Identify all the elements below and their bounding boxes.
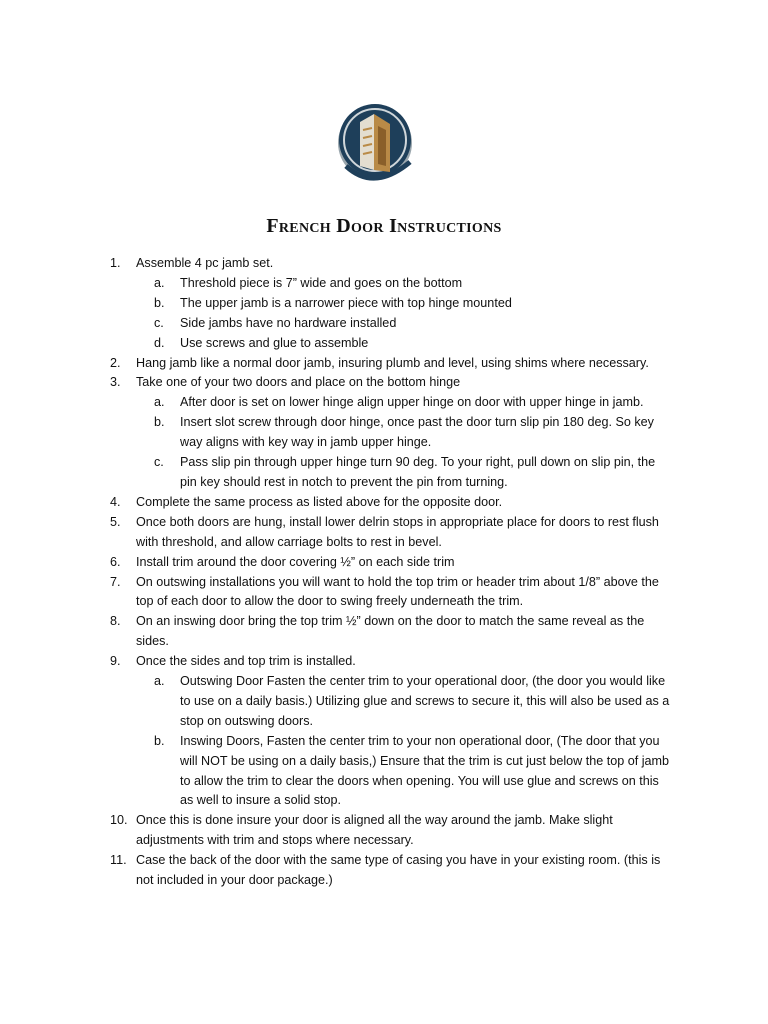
substep-letter: c. [154,315,164,330]
step-item [110,354,670,374]
step-number: 5. [110,514,121,529]
step-number: 9. [110,654,121,669]
substep-text: Pass slip pin through upper hinge turn 90 deg. To your right, pull down on slip pin, the pin key should rest in notch to prevent the pin from turning. [180,455,656,489]
step-number: 11. [110,853,127,868]
step-text: Once this is done insure your door is aligned all the way around the jamb. Make slight adjustments with trim and stops where necessary. [136,813,613,848]
step-text: Assemble 4 pc jamb set. [136,256,274,270]
substep-text: Threshold piece is 7” wide and goes on the bottom [180,275,463,290]
substep-letter: b. [154,415,165,430]
step-item [110,573,670,613]
step-item [110,373,670,492]
step-text: On outswing installations you will want to hold the top trim or header trim about 1/8” above the top of each door to allow the door to swing freely underneath the trim. [136,574,659,609]
step-number: 10. [110,813,128,828]
step-item [110,811,670,851]
document-title: French Door Instructions [266,215,502,237]
instruction-list [110,254,670,891]
step-number: 3. [110,375,121,390]
step-number: 8. [110,614,121,629]
step-item [110,553,670,573]
substep-letter: b. [154,733,165,748]
step-number: 7. [110,574,121,589]
step-text: Once the sides and top trim is installed. [136,654,356,669]
substep-text: After door is set on lower hinge align upper hinge on door with upper hinge in jamb. [180,395,644,410]
substep-letter: c. [154,455,164,470]
step-item [110,513,670,553]
substep-text: Use screws and glue to assemble [180,335,369,350]
step-text: On an inswing door bring the top trim ½” down on the door to match the same reveal as the sides. [136,614,645,649]
step-number: 1. [110,256,121,270]
substep-text: Insert slot screw through door hinge, once past the door turn slip pin 180 deg. So key way aligns with key way in jamb upper hinge. [180,415,654,450]
substep-item [154,314,670,334]
substep-item [154,672,670,732]
substep-item [154,334,670,354]
step-item [110,612,670,652]
substep-item [154,294,670,314]
step-text: Install trim around the door covering ½” on each side trim [136,554,455,569]
substep-list [154,274,670,354]
step-text: Case the back of the door with the same type of casing you have in your existing room. (this is not included in your door package.) [136,853,661,888]
step-item [110,851,670,891]
substep-letter: a. [154,395,165,410]
step-text: Once both doors are hung, install lower delrin stops in appropriate place for doors to rest flush with threshold, and allow carriage bolts to rest in bevel. [136,514,659,549]
substep-item [154,453,670,493]
step-number: 2. [110,355,121,370]
substep-list [154,672,670,811]
substep-list [154,393,670,493]
substep-letter: d. [154,335,165,350]
step-number: 4. [110,494,121,509]
substep-text: Inswing Doors, Fasten the center trim to your non operational door, (The door that you will NOT be using on a daily basis,) Ensure that the trim is cut just below the top of jamb to allow the trim to clear the doors when opening. You will use glue and screws on this as well to insure a solid stop. [180,733,670,808]
step-text: Complete the same process as listed above for the opposite door. [136,494,503,509]
step-item [110,493,670,513]
company-logo [334,96,420,196]
step-item [110,254,670,354]
substep-text: Side jambs have no hardware installed [180,315,397,330]
substep-text: Outswing Door Fasten the center trim to your operational door, (the door you would like to use on a daily basis.) Utilizing glue and screws to secure it, this will also be used as a stop on outswing doors. [180,674,670,728]
step-item [110,652,670,811]
step-text: Take one of your two doors and place on the bottom hinge [136,375,461,390]
substep-letter: b. [154,295,165,310]
substep-item [154,732,670,812]
step-text: Hang jamb like a normal door jamb, insuring plumb and level, using shims where necessary. [136,355,649,370]
substep-text: The upper jamb is a narrower piece with top hinge mounted [180,295,512,310]
substep-letter: a. [154,674,165,689]
step-number: 6. [110,554,121,569]
substep-letter: a. [154,275,165,290]
substep-item [154,413,670,453]
substep-item [154,393,670,413]
substep-item [154,274,670,294]
